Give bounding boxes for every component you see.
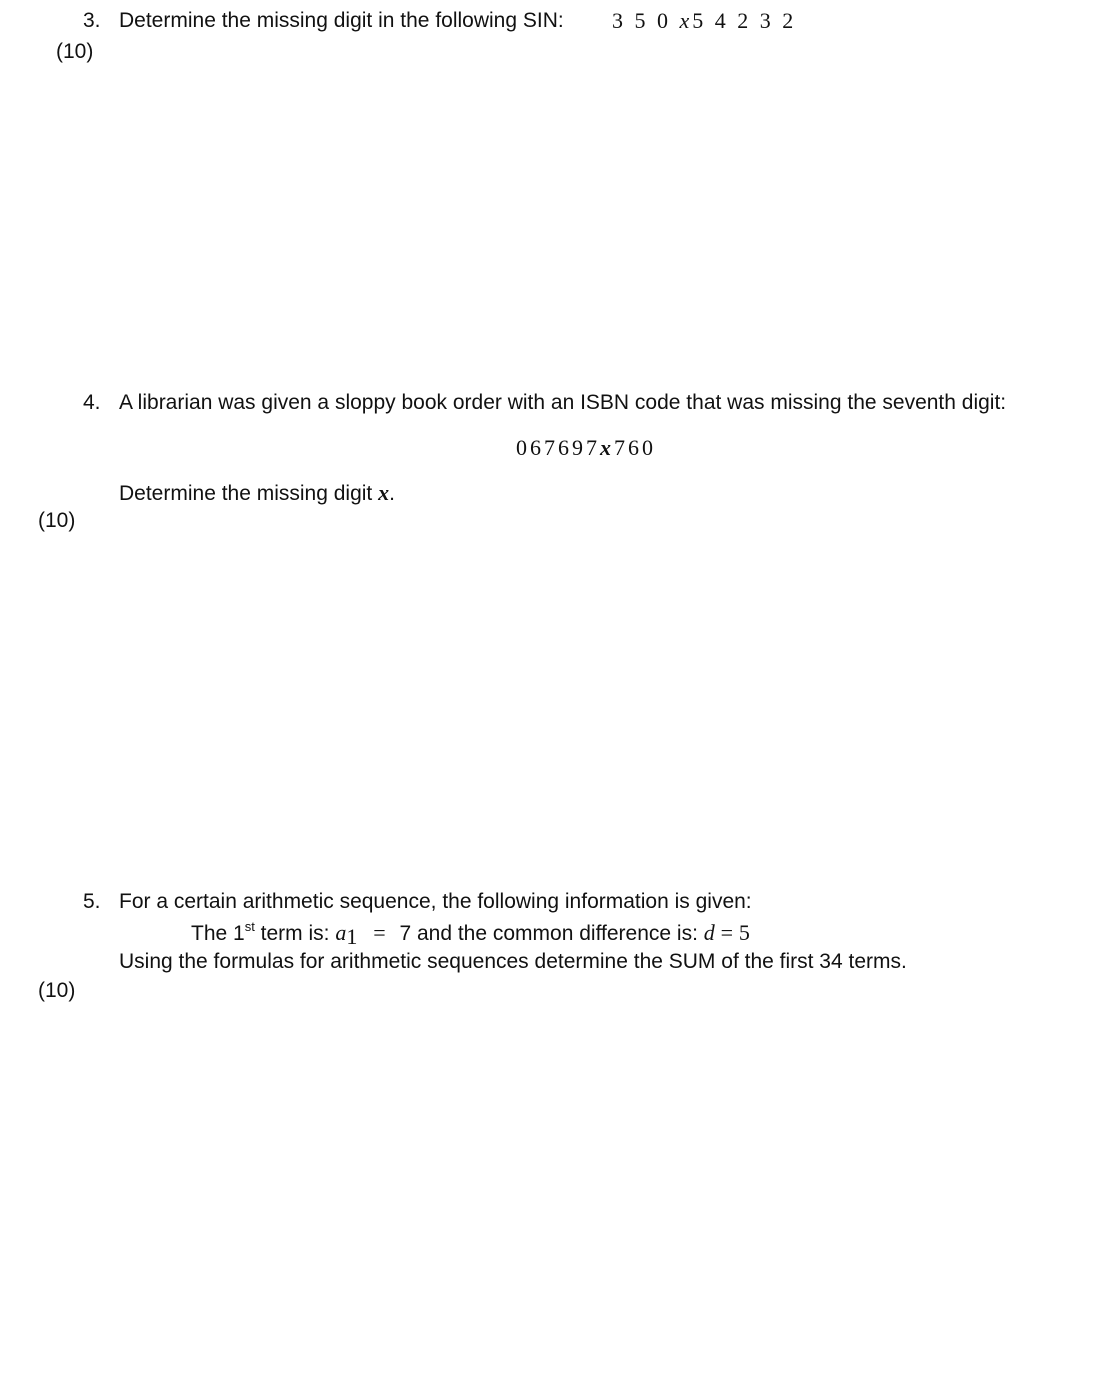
q5-d-val: 5	[738, 920, 750, 945]
q3-sin-part1: 3 5 0	[612, 8, 671, 33]
q3-sin	[612, 8, 796, 34]
q5-a-sub: 1	[346, 924, 358, 949]
q5-d-var: d	[703, 920, 715, 945]
q4-prompt-text: Determine the missing digit	[119, 482, 373, 505]
q5-ordinal-sup: st	[244, 919, 255, 934]
q5-mid: 7 and the common difference is:	[399, 922, 698, 945]
q4-prompt-end: .	[389, 482, 395, 505]
q3-text: Determine the missing digit in the following SIN:	[119, 9, 564, 32]
q3-sin-part2: 5 4	[692, 8, 729, 33]
q5-given-line	[191, 919, 750, 949]
q5-term: term is:	[254, 922, 336, 945]
q5-marks: (10)	[38, 979, 76, 1002]
q3-number: 3.	[83, 9, 101, 32]
q4-marks: (10)	[38, 509, 76, 532]
q4-text: A librarian was given a sloppy book order with an ISBN code that was missing the seventh digit:	[119, 391, 1007, 414]
q5-intro: For a certain arithmetic sequence, the following information is given:	[119, 890, 752, 913]
q4-prompt	[119, 480, 395, 506]
q4-isbn-var: x	[600, 435, 614, 460]
q4-isbn-part2: 760	[614, 435, 656, 460]
q4-number: 4.	[83, 391, 101, 414]
q5-the: The 1	[191, 922, 245, 945]
q4-isbn	[516, 435, 656, 461]
q3-marks: (10)	[56, 40, 94, 63]
q4-prompt-var: x	[378, 480, 390, 505]
q5-eq2: =	[720, 920, 734, 945]
q5-number: 5.	[83, 890, 101, 913]
q5-task: Using the formulas for arithmetic sequences determine the SUM of the first 34 terms.	[119, 950, 907, 973]
q5-a-var: a	[335, 920, 347, 945]
q4-isbn-part1: 067697	[516, 435, 600, 460]
q5-eq1: =	[373, 920, 386, 945]
q3-sin-var: x	[679, 8, 693, 33]
q3-sin-part3: 2 3 2	[737, 8, 797, 33]
